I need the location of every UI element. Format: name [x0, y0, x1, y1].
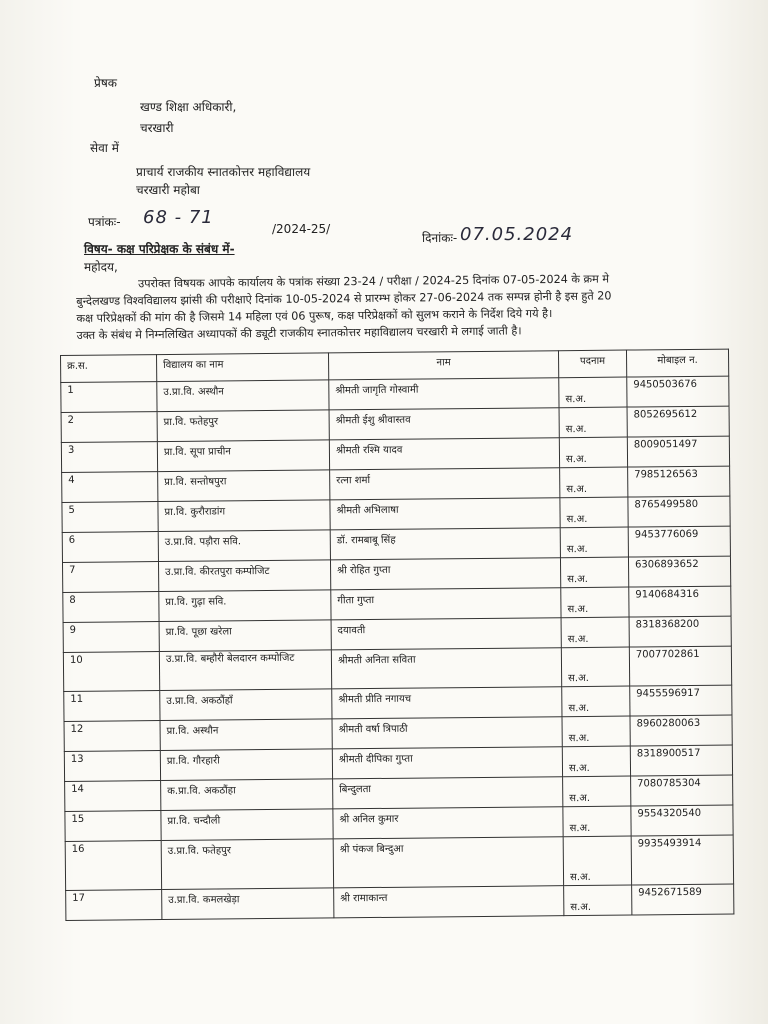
subject-line: विषय- कक्ष परिप्रेक्षक के संबंध में- — [84, 242, 235, 256]
cell-teacher-name: श्रीमती वर्षा त्रिपाठी — [332, 717, 562, 749]
cell-mobile: 8318368200 — [629, 616, 731, 647]
cell-school: उ.प्रा.वि. पड़ौरा सवि. — [158, 530, 330, 562]
cell-school: प्रा.वि. फतेहपुर — [157, 410, 329, 442]
cell-designation: स.अ. — [560, 527, 628, 558]
table-row — [65, 835, 733, 890]
body-line-3: कक्ष परिप्रेक्षकों की मांग की है जिसमे 14 महिला एवं 06 पुरूष, कक्ष परिप्रेक्षकों को सुलभ कराने के निर्देश दिये गये है। — [76, 307, 553, 325]
cell-teacher-name: रत्ना शर्मा — [330, 468, 560, 500]
cell-mobile: 8960280063 — [630, 715, 732, 746]
cell-teacher-name: श्री रोहित गुप्ता — [330, 558, 560, 590]
cell-designation: स.अ. — [563, 836, 631, 886]
cell-school: प्रा.वि. सूपा प्राचीन — [157, 440, 329, 472]
cell-serial: 16 — [65, 841, 161, 891]
cell-designation: स.अ. — [562, 716, 630, 747]
cell-serial: 13 — [64, 751, 160, 782]
cell-serial: 3 — [61, 442, 157, 473]
cell-serial: 14 — [65, 781, 161, 812]
cell-teacher-name: श्रीमती जागृति गोस्वामी — [329, 378, 559, 410]
date-label: दिनांकः- — [422, 231, 458, 245]
sender-label: प्रेषक — [94, 76, 117, 90]
cell-designation: स.अ. — [559, 377, 627, 408]
cell-school: प्रा.वि. चन्दौली — [161, 809, 333, 841]
sender-designation: खण्ड शिक्षा अधिकारी, — [140, 100, 237, 114]
cell-serial: 11 — [64, 691, 160, 722]
cell-school: प्रा.वि. पूछा खरेला — [159, 620, 331, 652]
table-row — [63, 646, 731, 691]
cell-school: उ.प्रा.वि. कीरतपुरा कम्पोजिट — [158, 560, 330, 592]
cell-designation: स.अ. — [559, 407, 627, 438]
body-paragraph — [76, 270, 697, 344]
handwritten-reference-number: 68 - 71 — [143, 207, 214, 228]
cell-teacher-name: दयावती — [331, 618, 561, 650]
cell-teacher-name: श्रीमती ईशु श्रीवास्तव — [329, 408, 559, 440]
cell-teacher-name: श्रीमती अनिता सविता — [331, 648, 561, 689]
cell-designation: स.अ. — [560, 467, 628, 498]
cell-mobile: 9140684316 — [629, 586, 731, 617]
cell-mobile: 9450503676 — [627, 376, 729, 407]
cell-serial: 2 — [61, 412, 157, 443]
cell-serial: 1 — [61, 382, 157, 413]
cell-school: उ.प्रा.वि. कमलखेड़ा — [162, 888, 334, 920]
table-row — [66, 884, 734, 920]
cell-serial: 8 — [63, 592, 159, 623]
cell-serial: 9 — [63, 622, 159, 653]
cell-school: प्रा.वि. सन्तोषपुरा — [158, 470, 330, 502]
cell-school: क.प्रा.वि. अकठौंहा — [161, 779, 333, 811]
cell-mobile: 9452671589 — [632, 884, 734, 915]
cell-mobile: 6306893652 — [628, 556, 730, 587]
cell-teacher-name: श्रीमती अभिलाषा — [330, 498, 560, 530]
header-designation: पदनाम — [558, 350, 626, 378]
header-mobile: मोबाइल न. — [626, 349, 728, 377]
body-line-1: उपरोक्त विषयक आपके कार्यालय के पत्रांक संख्या 23-24 / परीक्षा / 2024-25 दिनांक 07-05-2024 के क्रम मे — [138, 272, 610, 291]
cell-teacher-name: श्रीमती दीपिका गुप्ता — [332, 747, 562, 779]
cell-teacher-name: डॉ. रामबाबू सिंह — [330, 528, 560, 560]
cell-mobile: 7007702861 — [629, 646, 731, 686]
cell-designation: स.अ. — [561, 647, 629, 687]
cell-serial: 10 — [63, 652, 159, 692]
cell-teacher-name: श्री पंकज बिन्दुआ — [333, 837, 563, 888]
cell-serial: 5 — [62, 502, 158, 533]
cell-designation: स.अ. — [559, 437, 627, 468]
duty-table — [60, 349, 733, 921]
cell-serial: 12 — [64, 721, 160, 752]
cell-designation: स.अ. — [560, 557, 628, 588]
cell-school: उ.प्रा.वि. अस्थौन — [157, 380, 329, 412]
body-line-2: बुन्देलखण्ड विश्वविद्यालय झांसी की परीक्षाऐ दिनांक 10-05-2024 से प्रारम्भ होकर 27-06-2024 तक सम्पन्न होनी है इस हुते 20 — [76, 289, 612, 308]
cell-school: प्रा.वि. गुढ़ा सवि. — [159, 590, 331, 622]
cell-mobile: 9554320540 — [631, 805, 733, 836]
cell-designation: स.अ. — [563, 806, 631, 837]
cell-mobile: 9453776069 — [628, 526, 730, 557]
recipient-label: सेवा में — [90, 141, 119, 155]
cell-school: प्रा.वि. कुरौराडांग — [158, 500, 330, 532]
reference-label: पत्रांकः- — [88, 215, 121, 229]
cell-mobile: 9935493914 — [631, 835, 733, 885]
cell-mobile: 8765499580 — [628, 496, 730, 527]
header-school: विद्यालय का नाम — [157, 353, 329, 382]
cell-designation: स.अ. — [561, 617, 629, 648]
cell-designation: स.अ. — [562, 746, 630, 777]
cell-school: प्रा.वि. अस्थौन — [160, 719, 332, 751]
cell-serial: 17 — [66, 890, 162, 921]
cell-mobile: 9455596917 — [630, 685, 732, 716]
sender-place: चरखारी — [140, 121, 174, 135]
cell-mobile: 8052695612 — [627, 406, 729, 437]
cell-school: उ.प्रा.वि. फतेहपुर — [161, 839, 333, 890]
cell-school: उ.प्रा.वि. बम्हौरी बेलदारन कम्पोजिट — [159, 650, 331, 691]
cell-teacher-name: श्रीमती प्रीति नगायच — [332, 687, 562, 719]
header-serial: क्र.स. — [61, 355, 157, 383]
salutation: महोदय, — [84, 260, 118, 274]
reference-year: /2024-25/ — [272, 222, 331, 236]
cell-teacher-name: श्रीमती रश्मि यादव — [329, 438, 559, 470]
handwritten-date: 07.05.2024 — [460, 224, 574, 245]
cell-serial: 6 — [62, 532, 158, 563]
recipient-line-2: चरखारी महोबा — [136, 183, 200, 197]
cell-teacher-name: गीता गुप्ता — [331, 588, 561, 620]
cell-designation: स.अ. — [563, 776, 631, 807]
cell-school: प्रा.वि. गौरहारी — [160, 749, 332, 781]
recipient-line-1: प्राचार्य राजकीय स्नातकोत्तर महाविद्यालय — [136, 165, 311, 179]
cell-teacher-name: श्री अनिल कुमार — [333, 807, 563, 839]
cell-mobile: 8318900517 — [630, 745, 732, 776]
cell-mobile: 7985126563 — [628, 466, 730, 497]
cell-school: उ.प्रा.वि. अकठौंहाँ — [160, 689, 332, 721]
cell-mobile: 7080785304 — [631, 775, 733, 806]
cell-designation: स.अ. — [562, 686, 630, 717]
cell-serial: 7 — [62, 562, 158, 593]
cell-serial: 4 — [62, 472, 158, 503]
cell-designation: स.अ. — [561, 587, 629, 618]
cell-teacher-name: बिन्दुलता — [333, 777, 563, 809]
cell-designation: स.अ. — [560, 497, 628, 528]
cell-designation: स.अ. — [564, 885, 632, 916]
body-line-4: उक्त के संबंध मे निम्नलिखित अध्यापकों की ड्यूटी राजकीय स्नातकोत्तर महाविद्यालय चरखारी मे लगाई जाती है। — [76, 324, 522, 342]
cell-serial: 15 — [65, 811, 161, 842]
cell-teacher-name: श्री रामाकान्त — [334, 886, 564, 918]
header-name: नाम — [328, 351, 558, 380]
cell-mobile: 8009051497 — [627, 436, 729, 467]
